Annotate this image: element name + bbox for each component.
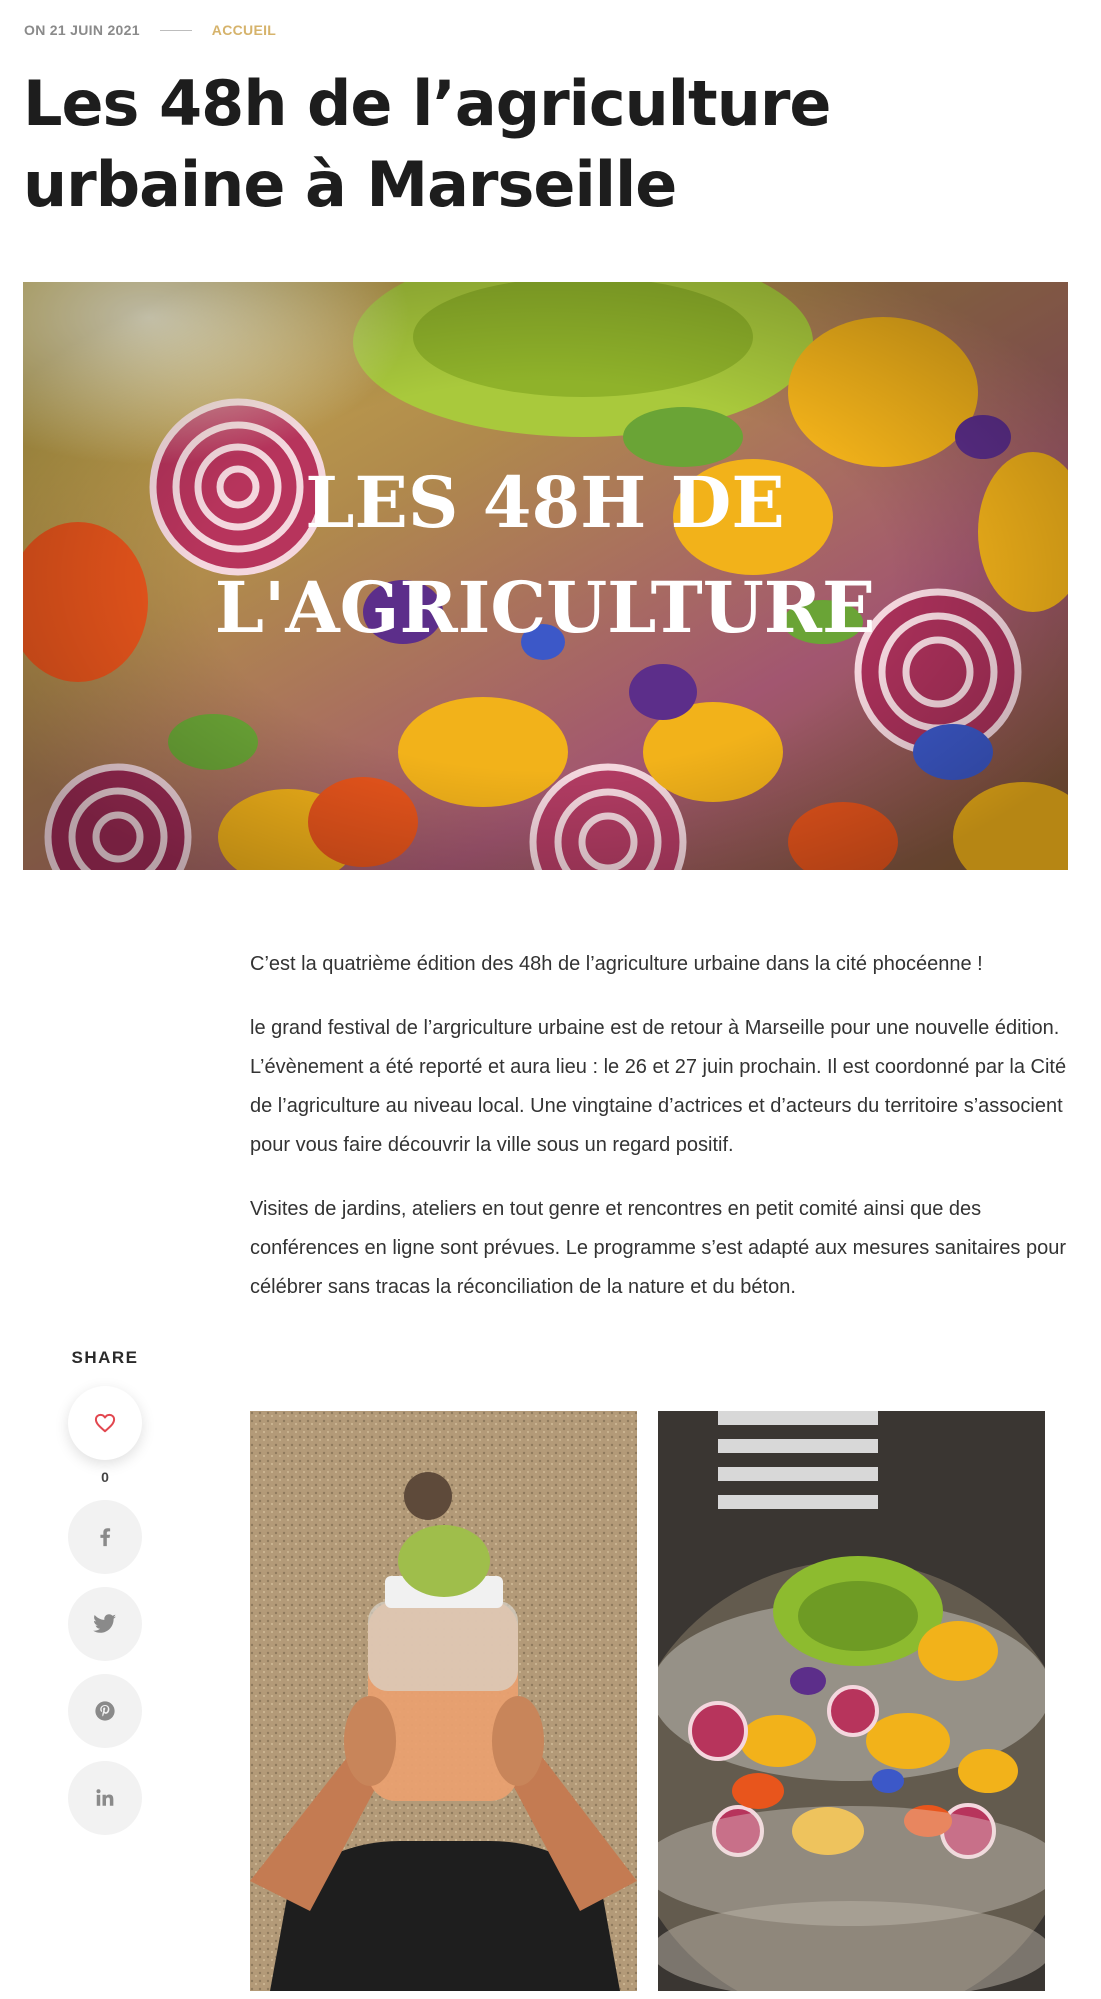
share-pinterest-button[interactable] (68, 1674, 142, 1748)
post-meta (24, 20, 276, 40)
facebook-icon (94, 1526, 116, 1548)
share-sidebar (65, 1348, 145, 1835)
article-paragraph: C’est la quatrième édition des 48h de l’agriculture urbaine dans la cité phocéenne ! (250, 953, 983, 975)
twitter-icon (93, 1614, 117, 1634)
photo-gallery (250, 1411, 1045, 1991)
category-link[interactable]: ACCUEIL (211, 22, 277, 38)
meta-divider (160, 30, 192, 31)
share-label: SHARE (71, 1348, 139, 1367)
article-paragraph: Visites de jardins, ateliers en tout genre et rencontres en petit comité ainsi que des conférences en ligne sont prévues. Le programme s’est adapté aux mesures sanitaires pour célébrer sans tracas la réconciliation de la nature et du béton. (250, 1198, 1067, 1298)
share-linkedin-button[interactable] (68, 1761, 142, 1835)
article-body (250, 945, 1070, 1332)
post-date: ON 21 JUIN 2021 (24, 22, 140, 38)
article-paragraph: le grand festival de l’argriculture urbaine est de retour à Marseille pour une nouvelle édition. L’évènement a été reporté et aura lieu : le 26 et 27 juin prochain. Il est coordonné par la Cité de l’agriculture au niveau local. Une vingtaine d’actrices et d’acteurs du territoire s’associent pour vous faire découvrir la ville sous un regard positif. (250, 1017, 1067, 1156)
like-button[interactable] (68, 1386, 142, 1460)
pinterest-icon (94, 1700, 116, 1722)
gallery-photo-person-jar[interactable] (250, 1411, 637, 1991)
page-title: Les 48h de l’agriculture urbaine à Marseille (23, 67, 831, 221)
heart-icon (94, 1413, 116, 1433)
share-facebook-button[interactable] (68, 1500, 142, 1574)
hero-title-line1: LES 48H DE (305, 461, 785, 544)
linkedin-icon (94, 1787, 116, 1809)
gallery-photo-flower-salad[interactable] (658, 1411, 1045, 1991)
share-twitter-button[interactable] (68, 1587, 142, 1661)
hero-image (23, 282, 1068, 870)
like-count: 0 (101, 1469, 109, 1485)
hero-title-line2: L'AGRICULTURE (214, 566, 876, 649)
